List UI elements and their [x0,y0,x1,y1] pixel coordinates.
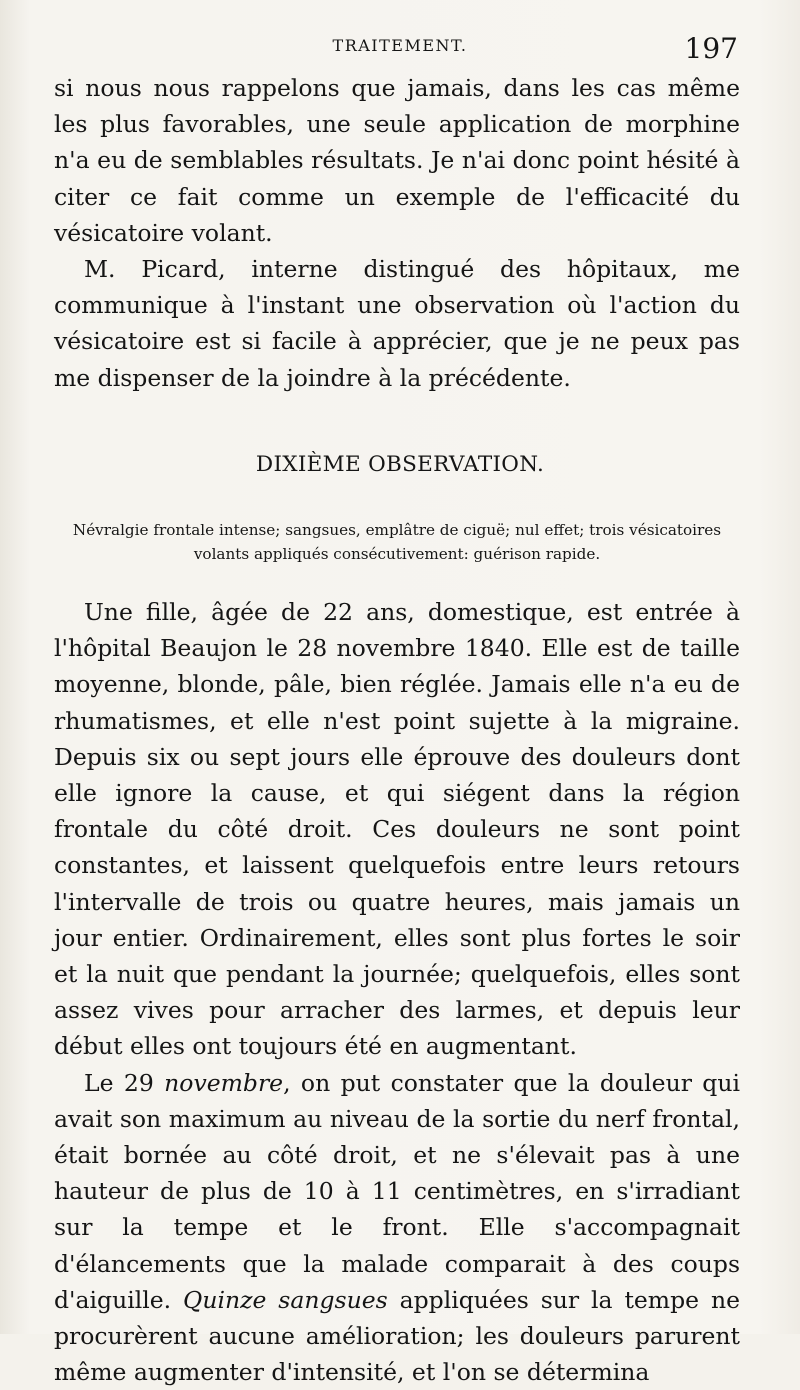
paragraph-case: Une fille, âgée de 22 ans, domestique, est entrée à l'hôpital Beaujon le 28 novembre 1840. Elle est de taille moyenne, blonde, pâle, bien réglée. Jamais elle n'a eu de rhumatismes, et elle n'est point sujette à la migraine. Depuis six ou sept jours elle éprouve des douleurs dont elle ignore la cause, et qui siégent dans la région frontale du côté droit. Ces douleurs ne sont point constantes, et laissent quelquefois entre leurs retours l'intervalle de trois ou quatre heures, mais jamais un jour entier. Ordinairement, elles sont plus fortes le soir et la nuit que pendant la journée; quelquefois, elles sont assez vives pour arracher des larmes, et depuis leur début elles ont toujours été en augmentant. [54,598,740,1061]
page-number: 197 [684,32,738,65]
observation-heading: DIXIÈME OBSERVATION. [255,452,545,477]
leeches-italic: Quinze sangsues [183,1285,388,1314]
paragraph-last-start: Le 29 [84,1068,165,1097]
running-title: TRAITEMENT. [332,36,468,55]
paragraph-last [54,1065,740,1390]
running-head [0,32,800,66]
observation-summary: Névralgie frontale intense; sangsues, emplâtre de ciguë; nul effet; trois vésicatoires volants appliqués consécutivement: guérison rapide. [72,521,722,563]
paragraph-picard: M. Picard, interne distingué des hôpitaux, me communique à l'instant une observation où l'action du vésicatoire est si facile à apprécier, que je ne peux pas me dispenser de la joindre à la précédente. [54,255,740,392]
paragraph-last-middle: , on put constater que la douleur qui avait son maximum au niveau de la sortie du nerf frontal, était bornée au côté droit, et ne s'élevait pas à une hauteur de plus de 10 à 11 centimètres, en s'irradiant sur la tempe et le front. Elle s'accompagnait d'élancements que la malade comparait à des coups d'aiguille. [54,1068,740,1314]
date-italic: novembre [164,1068,284,1097]
paragraph-last-end: appliquées sur la tempe ne procurèrent aucune amélioration; les douleurs parurent même augmenter d'intensité, et l'on se détermina [54,1285,740,1387]
text-block-top [54,70,740,396]
text-block-case [54,594,740,1390]
paragraph-continuation: si nous nous rappelons que jamais, dans les cas même les plus favorables, une seule application de morphine n'a eu de semblables résultats. Je n'ai donc point hésité à citer ce fait comme un exemple de l'efficacité du vésicatoire volant. [54,74,740,247]
